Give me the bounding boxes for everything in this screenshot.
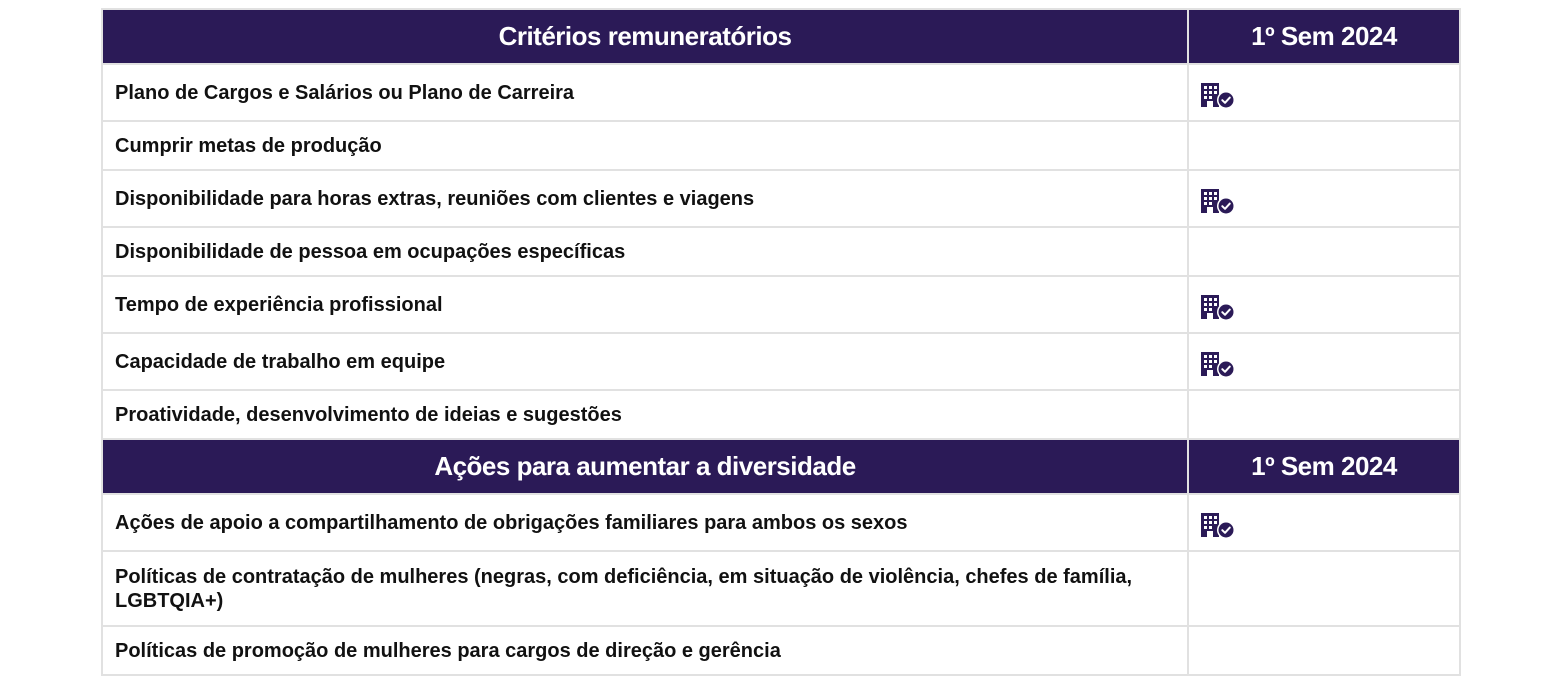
building-check-icon [1199, 350, 1237, 380]
row-label: Políticas de contratação de mulheres (negras, com deficiência, em situação de violência, chefes de família, LGBTQIA+) [102, 551, 1188, 626]
table-row [102, 333, 1460, 390]
row-label: Capacidade de trabalho em equipe [102, 333, 1188, 390]
row-label: Plano de Cargos e Salários ou Plano de Carreira [102, 64, 1188, 121]
section-header [102, 439, 1460, 494]
row-label: Tempo de experiência profissional [102, 276, 1188, 333]
row-label: Ações de apoio a compartilhamento de obrigações familiares para ambos os sexos [102, 494, 1188, 551]
section-header [102, 9, 1460, 64]
row-value [1188, 64, 1460, 121]
section-title: Critérios remuneratórios [102, 9, 1188, 64]
row-value [1188, 276, 1460, 333]
building-check-icon [1199, 187, 1237, 217]
row-value [1188, 390, 1460, 439]
row-label: Disponibilidade para horas extras, reuniões com clientes e viagens [102, 170, 1188, 227]
row-label: Cumprir metas de produção [102, 121, 1188, 170]
table-row [102, 170, 1460, 227]
building-check-icon [1199, 81, 1237, 111]
section-period: 1º Sem 2024 [1188, 9, 1460, 64]
section-period: 1º Sem 2024 [1188, 439, 1460, 494]
section-title: Ações para aumentar a diversidade [102, 439, 1188, 494]
table-row [102, 121, 1460, 170]
table-row [102, 390, 1460, 439]
building-check-icon [1199, 511, 1237, 541]
table-row [102, 227, 1460, 276]
table-row [102, 626, 1460, 675]
table-row [102, 276, 1460, 333]
row-value [1188, 121, 1460, 170]
table-row [102, 494, 1460, 551]
row-value [1188, 494, 1460, 551]
table-row [102, 64, 1460, 121]
row-value [1188, 333, 1460, 390]
criteria-table [101, 8, 1461, 676]
row-value [1188, 170, 1460, 227]
row-value [1188, 551, 1460, 626]
row-label: Proatividade, desenvolvimento de ideias e sugestões [102, 390, 1188, 439]
building-check-icon [1199, 293, 1237, 323]
table-row [102, 551, 1460, 626]
row-value [1188, 626, 1460, 675]
row-value [1188, 227, 1460, 276]
row-label: Disponibilidade de pessoa em ocupações específicas [102, 227, 1188, 276]
row-label: Políticas de promoção de mulheres para cargos de direção e gerência [102, 626, 1188, 675]
